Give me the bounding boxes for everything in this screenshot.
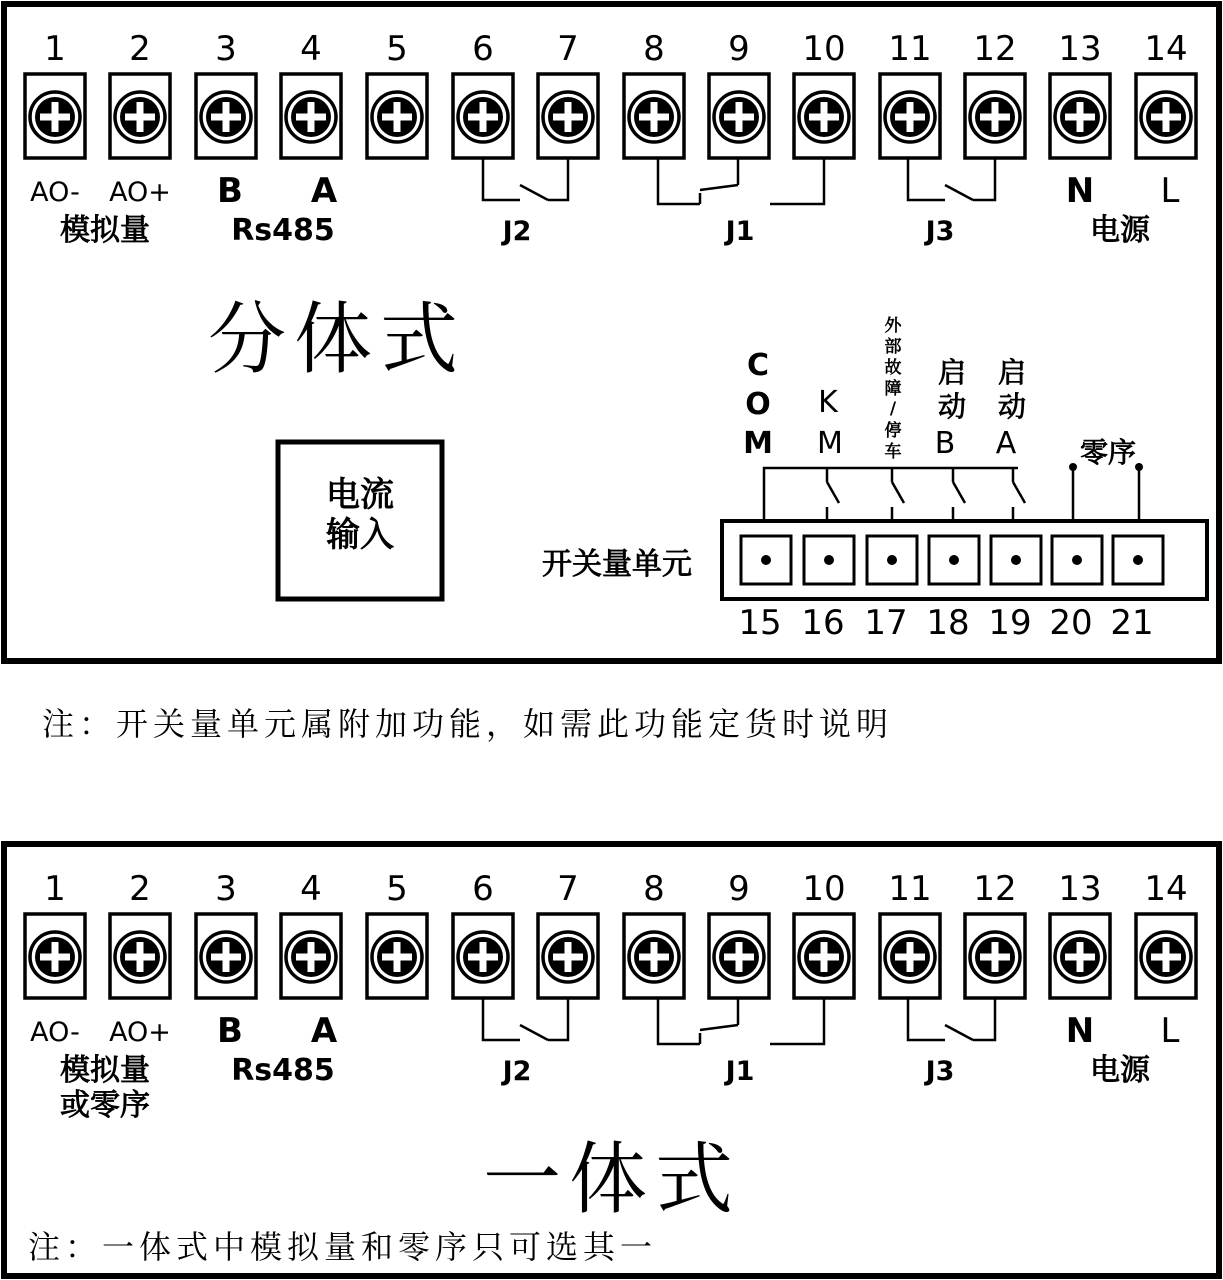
j1-label: J1 — [725, 1056, 755, 1087]
switch-terminal — [1113, 536, 1163, 584]
screw-terminal — [1050, 914, 1110, 998]
rs485-a-label: A — [310, 171, 338, 211]
terminal-dot-icon — [1011, 555, 1021, 565]
start-b-label-1: 启 — [937, 356, 967, 389]
analog-label: 模拟量 — [60, 1053, 150, 1088]
terminal-number: 9 — [728, 29, 750, 69]
switch-terminal-number: 17 — [864, 603, 908, 643]
terminal-dot-icon — [1072, 555, 1082, 565]
fault-label-5: / — [889, 399, 897, 419]
switch-terminal-number: 20 — [1049, 603, 1093, 643]
switch-unit — [542, 315, 1207, 643]
terminal-number: 5 — [386, 29, 408, 69]
split-title: 分体式 — [207, 295, 467, 385]
terminal-number: 1 — [44, 869, 66, 909]
integrated-title: 一体式 — [482, 1135, 742, 1225]
integrated-bottom-labels — [30, 1011, 1179, 1123]
screw-terminal — [25, 914, 85, 998]
integrated-note: 注：一体式中模拟量和零序只可选其一 — [28, 1228, 658, 1266]
screw-terminal — [880, 914, 940, 998]
terminal-number: 9 — [728, 869, 750, 909]
fault-label-2: 部 — [884, 337, 902, 357]
km-label-m: M — [817, 426, 843, 461]
screw-terminal — [624, 74, 684, 158]
terminal-number: 10 — [802, 29, 846, 69]
terminal-number: 4 — [300, 29, 322, 69]
terminal-dot-icon — [887, 555, 897, 565]
screw-terminal — [25, 74, 85, 158]
start-a-label-2: 动 — [997, 390, 1027, 423]
rs485-a-label: A — [310, 1011, 338, 1051]
switch-terminal-number: 16 — [801, 603, 845, 643]
ao-plus-label: AO+ — [109, 177, 171, 208]
screw-terminal — [367, 914, 427, 998]
screw-terminal — [794, 74, 854, 158]
terminal-number: 13 — [1058, 29, 1102, 69]
ao-minus-label: AO- — [30, 177, 80, 208]
com-label-o: O — [745, 387, 771, 422]
screw-terminal — [453, 914, 513, 998]
current-input-box — [278, 442, 442, 599]
rs485-b-label: B — [217, 171, 243, 211]
screw-terminal — [965, 914, 1025, 998]
terminal-number: 5 — [386, 869, 408, 909]
j1-label: J1 — [725, 216, 755, 247]
screw-terminal — [367, 74, 427, 158]
fault-label-7: 车 — [884, 442, 902, 462]
screw-terminal — [110, 74, 170, 158]
screw-terminal — [1136, 74, 1196, 158]
start-a-label-1: 启 — [997, 356, 1027, 389]
terminal-number: 14 — [1144, 29, 1188, 69]
fault-label-1: 外 — [884, 316, 902, 336]
screw-terminal — [538, 914, 598, 998]
terminal-number: 4 — [300, 869, 322, 909]
terminal-number: 3 — [215, 29, 237, 69]
switch-terminals — [741, 536, 1163, 584]
switch-input-wiring — [764, 468, 1139, 521]
split-terminal-numbers — [44, 29, 1187, 69]
neutral-label: N — [1065, 1011, 1095, 1051]
power-label: 电源 — [1090, 1053, 1150, 1088]
integrated-relay-wiring — [483, 998, 995, 1044]
screw-terminal — [709, 914, 769, 998]
split-terminal-block — [25, 74, 1196, 158]
live-label: L — [1160, 171, 1180, 211]
terminal-dot-icon — [761, 555, 771, 565]
switch-terminal-number: 19 — [988, 603, 1032, 643]
integrated-type-panel — [4, 844, 1219, 1276]
analog-or-zero-label: 或零序 — [60, 1088, 150, 1123]
rs485-label: Rs485 — [231, 213, 335, 248]
split-type-panel — [4, 4, 1219, 661]
live-label: L — [1160, 1011, 1180, 1051]
switch-terminal-number: 15 — [738, 603, 782, 643]
integrated-terminal-block — [25, 914, 1196, 998]
terminal-number: 12 — [973, 869, 1017, 909]
terminal-number: 11 — [888, 869, 932, 909]
terminal-number: 14 — [1144, 869, 1188, 909]
switch-unit-label: 开关量单元 — [542, 547, 692, 582]
screw-terminal — [281, 74, 341, 158]
switch-terminal — [1052, 536, 1102, 584]
switch-terminal-number: 21 — [1110, 603, 1154, 643]
current-input-line2: 输入 — [326, 515, 394, 555]
j3-label: J3 — [925, 216, 955, 247]
fault-label-4: 障 — [884, 379, 902, 399]
terminal-number: 7 — [557, 29, 579, 69]
terminal-number: 11 — [888, 29, 932, 69]
com-label-m: M — [743, 426, 773, 461]
j3-label: J3 — [925, 1056, 955, 1087]
terminal-number: 6 — [472, 29, 494, 69]
neutral-label: N — [1065, 171, 1095, 211]
switch-terminal-numbers — [738, 603, 1153, 643]
start-a-label-3: A — [995, 426, 1017, 461]
integrated-terminal-numbers — [44, 869, 1187, 909]
screw-terminal — [110, 914, 170, 998]
switch-terminal — [929, 536, 979, 584]
ao-plus-label: AO+ — [109, 1017, 171, 1048]
screw-terminal — [281, 914, 341, 998]
terminal-number: 1 — [44, 29, 66, 69]
switch-input-labels — [743, 315, 1136, 469]
screw-terminal — [196, 74, 256, 158]
screw-terminal — [196, 914, 256, 998]
terminal-number: 6 — [472, 869, 494, 909]
screw-terminal — [880, 74, 940, 158]
screw-terminal — [1136, 914, 1196, 998]
power-label: 电源 — [1090, 213, 1150, 248]
terminal-dot-icon — [949, 555, 959, 565]
analog-label: 模拟量 — [60, 213, 150, 248]
terminal-dot-icon — [1133, 555, 1143, 565]
switch-terminal — [804, 536, 854, 584]
split-relay-wiring — [483, 158, 995, 204]
screw-terminal — [965, 74, 1025, 158]
terminal-number: 2 — [129, 29, 151, 69]
km-label-k: K — [818, 385, 838, 420]
fault-label-3: 故 — [884, 358, 902, 378]
split-note: 注：开关量单元属附加功能，如需此功能定货时说明 — [42, 705, 894, 743]
switch-terminal — [867, 536, 917, 584]
split-bottom-labels — [30, 171, 1179, 248]
j2-label: J2 — [502, 216, 532, 247]
com-label-c: C — [746, 348, 770, 383]
terminal-number: 7 — [557, 869, 579, 909]
screw-terminal — [794, 914, 854, 998]
screw-terminal — [538, 74, 598, 158]
start-b-label-3: B — [934, 426, 956, 461]
screw-terminal — [709, 74, 769, 158]
terminal-number: 13 — [1058, 869, 1102, 909]
switch-terminal — [741, 536, 791, 584]
terminal-number: 12 — [973, 29, 1017, 69]
zero-sequence-label: 零序 — [1079, 436, 1137, 469]
terminal-dot-icon — [824, 555, 834, 565]
screw-terminal — [624, 914, 684, 998]
screw-terminal — [1050, 74, 1110, 158]
start-b-label-2: 动 — [937, 390, 967, 423]
j2-label: J2 — [502, 1056, 532, 1087]
terminal-number: 10 — [802, 869, 846, 909]
terminal-number: 3 — [215, 869, 237, 909]
current-input-line1: 电流 — [326, 475, 394, 515]
switch-terminal-number: 18 — [926, 603, 970, 643]
terminal-number: 2 — [129, 869, 151, 909]
terminal-number: 8 — [643, 869, 665, 909]
switch-terminal — [991, 536, 1041, 584]
screw-terminal — [453, 74, 513, 158]
ao-minus-label: AO- — [30, 1017, 80, 1048]
terminal-number: 8 — [643, 29, 665, 69]
rs485-b-label: B — [217, 1011, 243, 1051]
rs485-label: Rs485 — [231, 1053, 335, 1088]
fault-label-6: 停 — [884, 421, 902, 441]
